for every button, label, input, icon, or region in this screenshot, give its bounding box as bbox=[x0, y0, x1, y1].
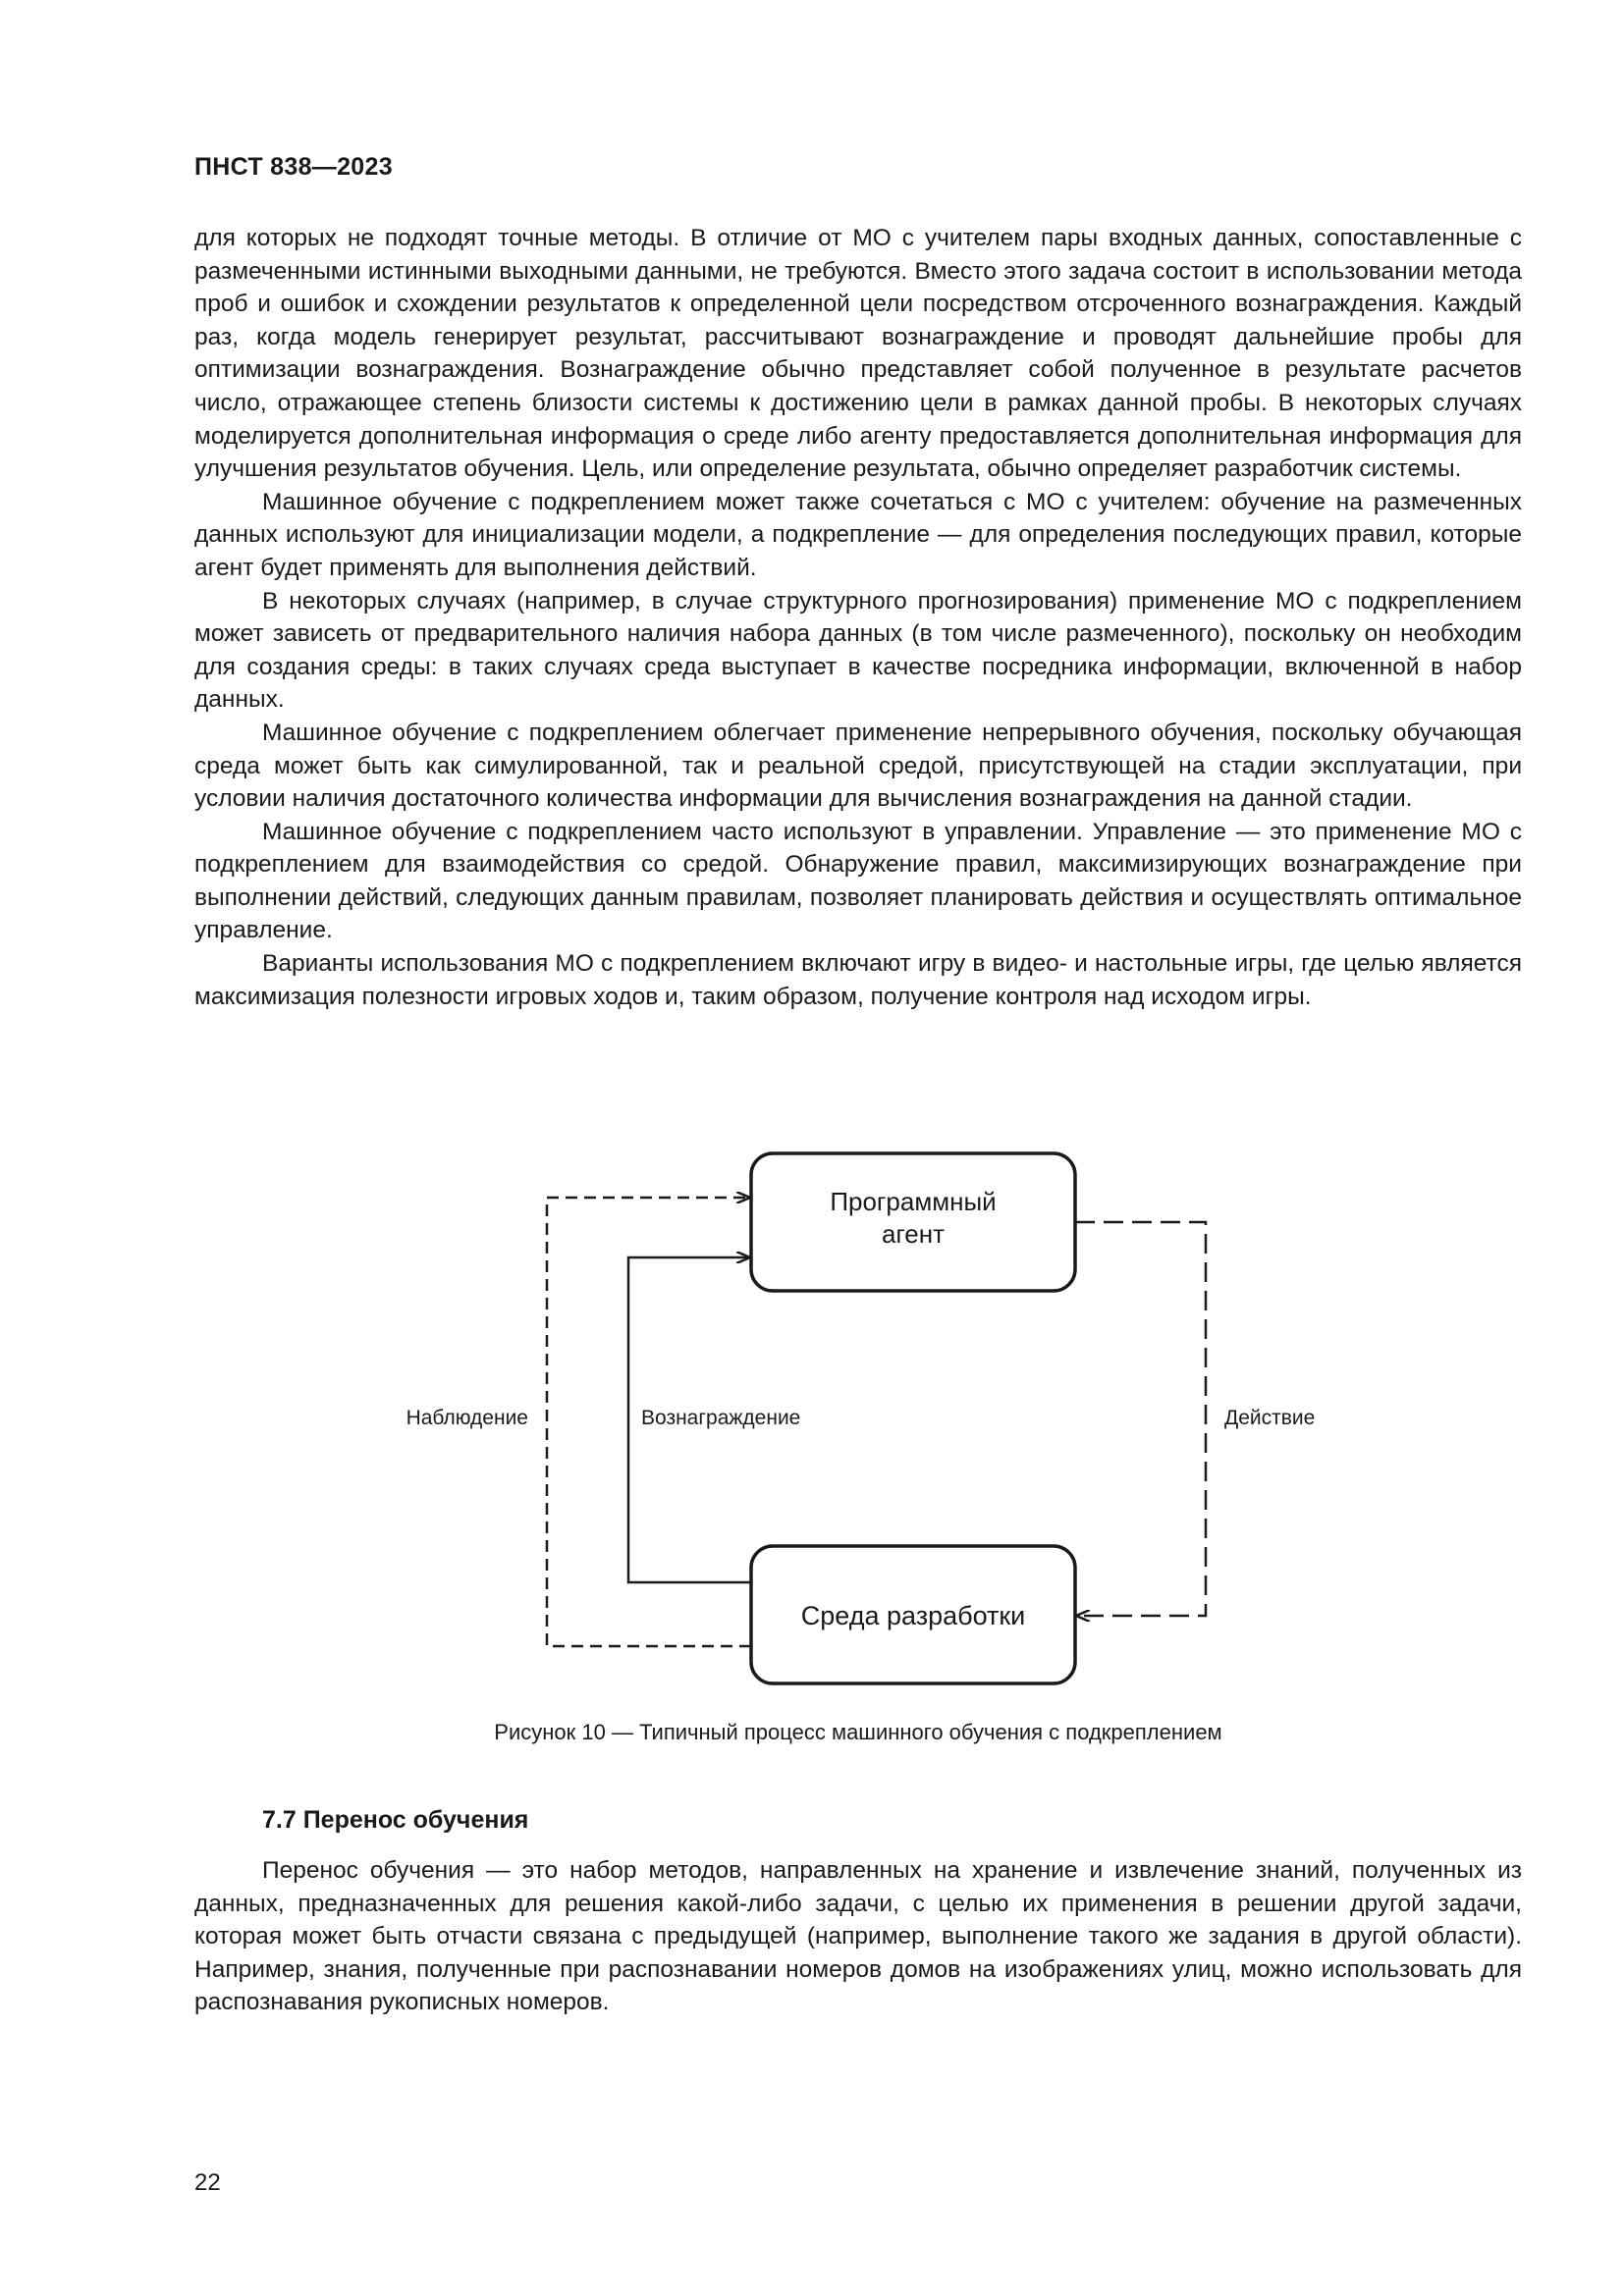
reward-label: Вознаграждение bbox=[641, 1407, 801, 1429]
document-header: ПНСТ 838—2023 bbox=[194, 153, 393, 181]
page-number: 22 bbox=[194, 2169, 221, 2196]
agent-label-line1: Программный bbox=[830, 1187, 997, 1216]
figure-rl-diagram bbox=[353, 1129, 1316, 1698]
body-text-bottom bbox=[194, 1854, 1522, 2019]
section-title: 7.7 Перенос обучения bbox=[262, 1806, 529, 1834]
paragraph: В некоторых случаях (например, в случае структурного прогнозирования) применение МО с подкреплением может зависеть от предварительного наличия набора данных (в том числе размеченного), поскольку он необходим для создания среды: в таких случаях среда выступает в качестве посредника информации, включенной в набор данных. bbox=[194, 587, 1522, 714]
paragraph: Машинное обучение с подкреплением может также сочетаться с МО с учителем: обучение на размеченных данных используют для инициализации модели, а подкрепление — для определения последующих правил, которые агент будет применять для выполнения действий. bbox=[194, 488, 1522, 581]
paragraph: Машинное обучение с подкреплением часто используют в управлении. Управление — это применение МО с подкреплением для взаимодействия со средой. Обнаружение правил, максимизирующих вознаграждение при выполнении действий, следующих данным правилам, позволяет планировать действия и осуществлять оптимальное управление. bbox=[194, 818, 1522, 944]
action-label: Действие bbox=[1224, 1407, 1316, 1429]
agent-label-line2: агент bbox=[881, 1219, 946, 1249]
rl-diagram bbox=[353, 1129, 1316, 1698]
observation-label: Наблюдение bbox=[406, 1407, 528, 1429]
paragraph: Варианты использования МО с подкреплением включают игру в видео- и настольные игры, где целью является максимизация полезности игровых ходов и, таким образом, получение контроля над исходом игры. bbox=[194, 950, 1522, 1010]
body-text-top bbox=[194, 222, 1522, 1013]
paragraph: Перенос обучения — это набор методов, направленных на хранение и извлечение знаний, полученных из данных, предназначенных для решения какой-либо задачи, с целью их применения в решении другой задачи, которая может быть отчасти связана с предыдущей (например, выполнение такого же задания в другой области). Например, знания, полученные при распознавании номеров домов на изображениях улиц, можно использовать для распознавания рукописных номеров. bbox=[194, 1857, 1522, 2016]
paragraph-continuation: для которых не подходят точные методы. В отличие от МО с учителем пары входных данных, сопоставленные с размеченными истинными выходными данными, не требуются. Вместо этого задача состоит в использовании метода проб и ошибок и схождении результатов к определенной цели посредством отсроченного вознаграждения. Каждый раз, когда модель генерирует результат, рассчитывают вознаграждение и проводят дальнейшие пробы для оптимизации вознаграждения. Вознаграждение обычно представляет собой полученное в результате расчетов число, отражающее степень близости системы к достижению цели в рамках данной пробы. В некоторых случаях моделируется дополнительная информация о среде либо агенту предоставляется дополнительная информация для улучшения результатов обучения. Цель, или определение результата, обычно определяет разработчик системы. bbox=[194, 225, 1522, 483]
paragraph: Машинное обучение с подкреплением облегчает применение непрерывного обучения, поскольку обучающая среда может быть как симулированной, так и реальной средой, присутствующей на стадии эксплуатации, при условии наличия достаточного количества информации для вычисления вознаграждения на данной стадии. bbox=[194, 719, 1522, 813]
figure-caption: Рисунок 10 — Типичный процесс машинного обучения с подкреплением bbox=[494, 1720, 1222, 1744]
environment-label: Среда разработки bbox=[800, 1601, 1026, 1630]
action-arrow bbox=[1075, 1222, 1206, 1616]
